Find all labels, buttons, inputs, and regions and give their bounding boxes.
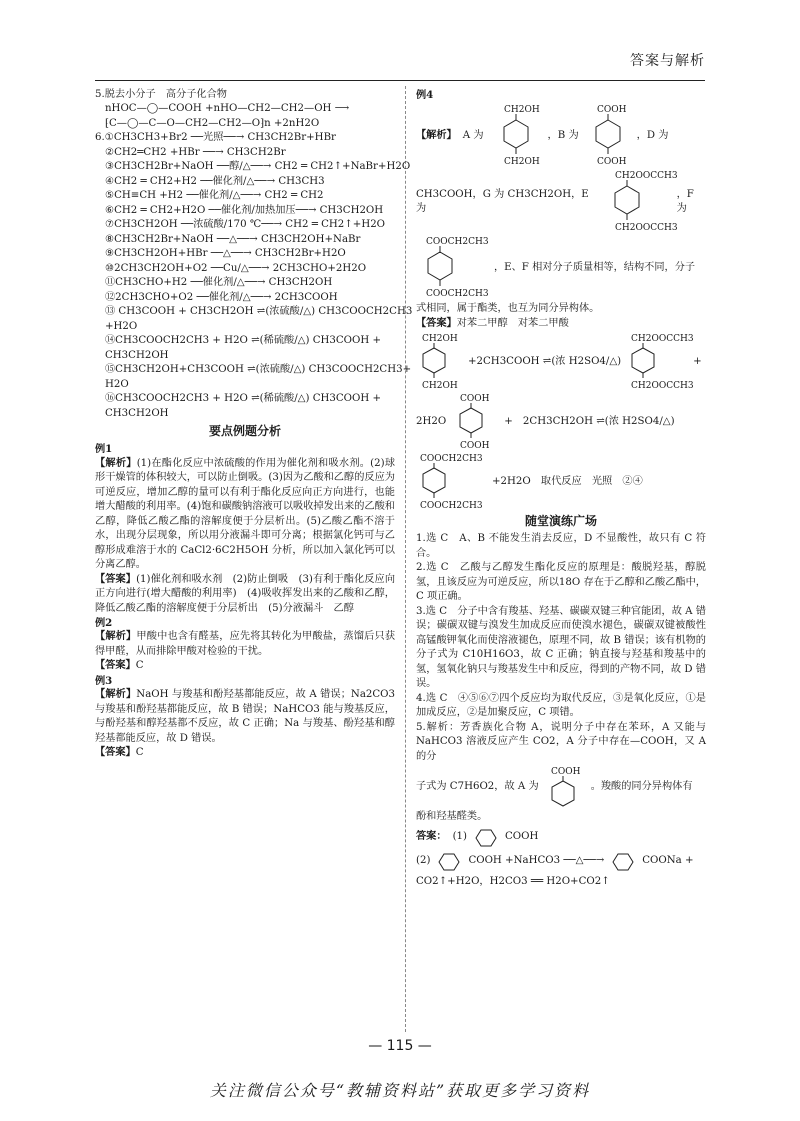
equation-line: ④CH2 ═ CH2+H2 ──催化剂/△──→ CH3CH3 (105, 175, 325, 187)
benzene-ring-icon (601, 170, 678, 234)
equation-line: ⑩2CH3CH2OH+O2 ──Cu/△──→ 2CH3CHO+2H2O (105, 262, 367, 274)
answer-tag: 【答案】 (95, 747, 136, 759)
page-number: — 115 — (368, 1038, 432, 1054)
practice-item: 2.选 C 乙酸与乙醇发生酯化反应的原理是：酸脱羟基，醇脱氢，且该反应为可逆反应，所以18O 存在于乙醇和乙酸乙酯中，C 项正确。 (416, 562, 706, 603)
example-1-answer: (1)催化剂和吸水剂 (2)防止倒吸 (3)有利于酯化反应向正方向进行(增大醋酸的利用率) (4)吸收挥发出来的乙酸和乙醇，降低乙酸乙酯的溶解度便于分层析出 (5)分液漏斗 乙醇 (95, 573, 396, 614)
equation-line: CH3CH2OH (105, 349, 169, 361)
q5-cont-1: 子式为 C7H6O2，故 A 为 (416, 780, 539, 792)
equation-line: ⑨CH3CH2OH+HBr ──△──→ CH3CH2Br+H2O (105, 248, 346, 260)
equation-line: ⑫2CH3CHO+O2 ──催化剂/△──→ 2CH3COOH (105, 291, 338, 303)
equation-line: ⑯CH3COOCH2CH3 + H2O ⇌(稀硫酸/△) CH3COOH + (105, 393, 382, 405)
section-title-practice: 随堂演练广场 (524, 514, 597, 529)
benzene-ring-icon (585, 104, 631, 168)
right-column (416, 88, 706, 1034)
equation-line: ②CH2═CH2 +HBr ──→ CH3CH2Br (105, 146, 286, 158)
equation-2-mid: + 2CH3CH2OH ⇌(浓 H2SO4/△) (504, 416, 675, 428)
section-title-key-examples: 要点例题分析 (208, 424, 281, 439)
page-header-title: 答案与解析 (630, 53, 705, 69)
practice-item: 4.选 C ④⑤⑥⑦四个反应均为取代反应，③是氧化反应，①是加成反应，②是加聚反应，C 项错。 (416, 692, 706, 719)
equation-line: ⑮CH3CH2OH+CH3COOH ⇌(浓硫酸/△) CH3COOCH2CH3+ (105, 364, 412, 376)
benzene-ring-icon (610, 851, 636, 873)
substituent-top: COOCH2CH3 (420, 454, 483, 465)
footer-watermark: 关注微信公众号“教辅资料站”获取更多学习资料 (209, 1081, 591, 1100)
header-rule (95, 80, 705, 81)
benzoic-acid-icon (545, 766, 585, 808)
q5-cont-3: 酚和羟基醛类。 (416, 811, 488, 823)
q5-cont-2: 。羧酸的同分异构体有 (590, 780, 693, 792)
substituent-top: CH2OH (503, 105, 540, 116)
substituent-bottom: COOCH2CH3 (426, 289, 489, 300)
equation-line: 6.①CH3CH3+Br2 ──光照──→ CH3CH2Br+HBr (95, 132, 336, 144)
substituent-bottom: COOH (460, 441, 490, 452)
benzene-ring-icon (473, 827, 499, 849)
analysis-tag: 【解析】 (416, 130, 457, 142)
analysis-tag: 【解析】 (95, 457, 137, 469)
q5-answer-3: CO2↑+H2O，H2CO3 ══ H2O+CO2↑ (416, 875, 610, 887)
equation-line: +H2O (105, 320, 138, 332)
substituent-bottom: COOCH2CH3 (420, 501, 483, 512)
a-is-text: A 为 (462, 130, 484, 142)
b-is-text: ，B 为 (547, 130, 579, 142)
substituent-top: COOH (460, 394, 490, 405)
equation-3-end: +2H2O 取代反应 光照 ②④ (492, 476, 643, 488)
substituent-top: CH2OOCCH3 (614, 171, 678, 182)
d-is-text: ，D 为 (636, 130, 669, 142)
q5-title: 5.脱去小分子 高分子化合物 (95, 89, 227, 100)
example-2-answer: C (135, 660, 144, 672)
benzene-ring-icon (416, 333, 462, 391)
benzene-ring-icon (627, 333, 694, 392)
equation-2-start: 2H2O (416, 416, 447, 428)
q5-product-equation: ⁅C—◯—C—O—CH2—CH2—O⁆n +2nH2O (105, 117, 320, 129)
substituent-top: COOCH2CH3 (426, 237, 489, 248)
equation-line: ③CH3CH2Br+NaOH ──醇/△──→ CH2 ═ CH2↑+NaBr+H2O (105, 161, 411, 173)
ef-text-cont: 式相同，属于酯类，也互为同分异构体。 (416, 303, 600, 315)
benzene-ring-icon (416, 453, 486, 511)
q5-answer-2-end: COONa + (642, 855, 694, 867)
example-2-label: 例2 (95, 616, 113, 629)
example-3-answer: C (135, 747, 144, 759)
equation-line: CH3CH2OH (105, 407, 169, 419)
substituent-bottom: CH2OOCCH3 (631, 381, 694, 392)
practice-item: 1.选 C A、B 不能发生消去反应，D 不显酸性，故只有 C 符合。 (416, 533, 706, 559)
q5-reactant-equation: nHOC—◯—COOH +nHO—CH2—CH2—OH ⟶ (105, 103, 350, 115)
benzene-ring-icon (452, 393, 498, 451)
q5-answer-1-group: COOH (505, 831, 539, 843)
equation-line: ⑦CH3CH2OH ──浓硫酸/170 ℃──→ CH2 ═ CH2↑+H2O (105, 219, 386, 231)
benzene-ring-icon (436, 851, 462, 873)
example-4-answer: 对苯二甲醇 对苯二甲酸 (456, 317, 569, 329)
analysis-tag: 【解析】 (95, 631, 137, 643)
substituent-top: COOH (550, 767, 581, 778)
equation-line: ⑤CH≡CH +H2 ──催化剂/△──→ CH2 ═ CH2 (105, 190, 324, 202)
substituent-top: COOH (596, 105, 627, 116)
example-1-analysis: (1)在酯化反应中浓硫酸的作用为催化剂和吸水剂。(2)球形干燥管的体积较大，可以防止倒吸。(3)因为乙酸和乙醇的反应为可逆反应，增加乙醇的量可以有利于酯化反应向正方向进行，也能增大醋酸的利用率。(4)饱和碳酸钠溶液可以吸收掉发出来的乙酸和乙醇，降低乙酸乙酯的溶解度便于分层析出。(5)乙酸乙酯不溶于水，出现分层现象，所以用分液漏斗即可分离；根据氯化钙可与乙醇形成难溶于水的 CaCl2·6C2H5OH 分析，所以加入氯化钙可以分离乙醇。 (95, 457, 396, 571)
column-divider (405, 86, 406, 1032)
answer-tag: 【答案】 (416, 317, 457, 329)
q5-answer-2-mid: COOH +NaHCO3 ──△──→ (468, 855, 605, 867)
substituent-top: CH2OH (422, 334, 458, 345)
substituent-bottom: CH2OH (503, 157, 540, 168)
answer-tag: 【答案】 (95, 573, 137, 585)
equation-1-end: + (693, 356, 702, 368)
equation-line: ⑭CH3COOCH2CH3 + H2O ⇌(稀硫酸/△) CH3COOH + (105, 335, 382, 347)
example-3-analysis: NaOH 与羧基和酚羟基都能反应，故 A 错误；Na2CO3 与羧基和酚羟基都能反应，故 B 错误；NaHCO3 能与羧基反应，与酚羟基和醇羟基都不反应，故 C 正确；Na 与羧基、酚羟基和醇羟基都能反应，故 D 错误。 (95, 689, 395, 744)
benzene-ring-icon (416, 236, 488, 300)
equation-line: ⑬ CH3COOH + CH3CH2OH ⇌(浓硫酸/△) CH3COOCH2CH3 (105, 306, 413, 318)
equation-line: H2O (105, 378, 129, 390)
practice-item: 3.选 C 分子中含有羧基、羟基、碳碳双键三种官能团，故 A 错误；碳碳双键与溴发生加成反应而使溴水褪色，碳碳双键被酸性高锰酸钾氧化而使溶液褪色，原理不同，故 B 错误；该有机物的分子式为 C10H16O3，故 C 正确；钠直接与羟基和羧基中的氢，氢氧化钠只与羧基发生中和反应，得到的产物不同，故 D 错误。 (416, 605, 706, 690)
equation-line: ⑧CH3CH2Br+NaOH ──△──→ CH3CH2OH+NaBr (105, 233, 361, 245)
substituent-bottom: COOH (596, 157, 627, 168)
equation-line: ⑪CH3CHO+H2 ──催化剂/△──→ CH3CH2OH (105, 277, 333, 289)
benzene-ring-icon (490, 104, 542, 168)
example-2-analysis: 甲酸中也含有醛基，应先将其转化为甲酸盐，蒸馏后只获得甲醛，从而排除甲酸对检验的干扰。 (95, 631, 396, 657)
equation-line: ⑥CH2 ═ CH2+H2O ──催化剂/加热加压──→ CH3CH2OH (105, 204, 384, 216)
example-3-label: 例3 (95, 674, 113, 687)
f-prefix-text: CH3COOH，G 为 CH3CH2OH，E 为 (416, 189, 589, 215)
substituent-top: CH2OOCCH3 (631, 334, 694, 345)
left-column (95, 88, 413, 1034)
analysis-tag: 【解析】 (95, 689, 137, 701)
substituent-bottom: CH2OH (422, 381, 458, 392)
practice-item: 5.解析：芳香族化合物 A，说明分子中存在苯环，A 又能与 NaHCO3 溶液反应产生 CO2，A 分子中存在—COOH，又 A 的分 (416, 721, 706, 762)
equation-1-mid: +2CH3COOH ⇌(浓 H2SO4/△) (468, 356, 622, 368)
answer-tag: 【答案】 (95, 660, 136, 672)
example-4-label: 例4 (416, 89, 434, 101)
substituent-bottom: CH2OOCCH3 (614, 223, 678, 234)
ef-text: ，E、F 相对分子质量相等，结构不同，分子 (494, 262, 696, 274)
answer-tag: 答案： (416, 831, 447, 843)
q5-answer-2-prefix: (2) (416, 855, 431, 867)
q5-answer-1-prefix: (1) (452, 831, 467, 843)
q6-equations (95, 131, 413, 421)
f-is-text: ，F 为 (676, 189, 694, 215)
example-1-label: 例1 (95, 443, 113, 456)
